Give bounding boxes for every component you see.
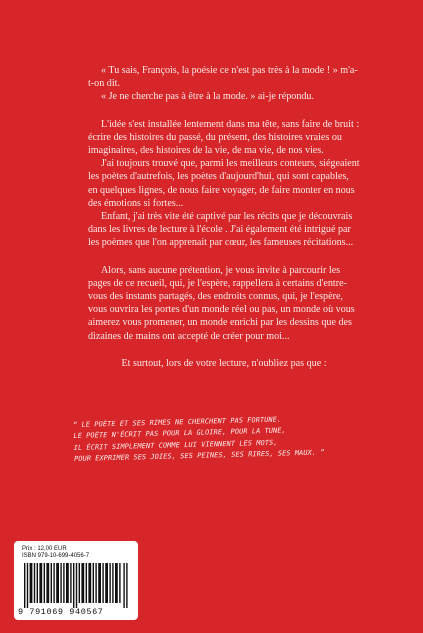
barcode-icon [24, 563, 128, 608]
handwritten-line-2: LE POÈTE N'ÉCRIT PAS POUR LA GLOIRE, POUR LA TUNE, [73, 426, 286, 441]
handwritten-line-4: POUR EXPRIMER SES JOIES, SES PEINES, SES RIRES, SES MAUX. ” [73, 448, 325, 464]
barcode-box [14, 541, 138, 620]
quote-line-1: « Tu sais, François, la poésie ce n'est pas très à la mode ! » m'a-t-on dit. [88, 65, 358, 90]
handwritten-line-1: “ LE POÈTE ET SES RIMES NE CHERCHENT PAS FORTUNE. [73, 415, 282, 429]
isbn-label: ISBN 979-10-699-4056-7 [22, 553, 90, 559]
barcode-number: 9 791069 940567 [18, 607, 104, 617]
handwritten-quote [73, 412, 364, 465]
paragraph-idea: L'idée s'est installée lentement dans ma tête, sans faire de bruit : écrire des histoires du passé, du présent, des histoires vraies ou imaginaires, des histoires de la vie, de ma vie, de nos vies. [88, 118, 360, 157]
paragraph-closing: Et surtout, lors de votre lecture, n'oubliez pas que : [121, 357, 327, 369]
quote-line-2: « Je ne cherche pas à être à la mode. » ai-je répondu. [101, 91, 314, 103]
price-label: Prix : 12,00 EUR [22, 546, 67, 552]
paragraph-childhood: Enfant, j'ai très vite été captivé par les récits que je découvrais dans les livres de lecture à l'école . J'ai également été intrigué par les poèmes que l'on apprenait par cœur, les fameuses récitations... [88, 211, 354, 249]
paragraph-invitation: Alors, sans aucune prétention, je vous invite à parcourir les pages de ce recueil, qui, je l'espère, rappellera à certains d'entre-vous des instants partagés, des endroits connus, qui, je l'espère, vous ouvrira les portes d'un monde réel ou pas, un monde où vous aimerez vous promener, un monde enrichi par les dessins que des dizaines de mains ont accepté de créer pour moi... [88, 264, 355, 342]
handwritten-line-3: IL ÉCRIT SIMPLEMENT COMME LUI VIENNENT LES MOTS, [73, 438, 278, 452]
paragraph-poets: J'ai toujours trouvé que, parmi les meilleurs conteurs, siégeaient les poètes d'autrefois, les poètes d'aujourd'hui, qui sont capables, en quelques lignes, de nous faire voyager, de faire monter en nous des émotions si fortes... [88, 158, 360, 209]
cover-text-block [88, 64, 360, 370]
